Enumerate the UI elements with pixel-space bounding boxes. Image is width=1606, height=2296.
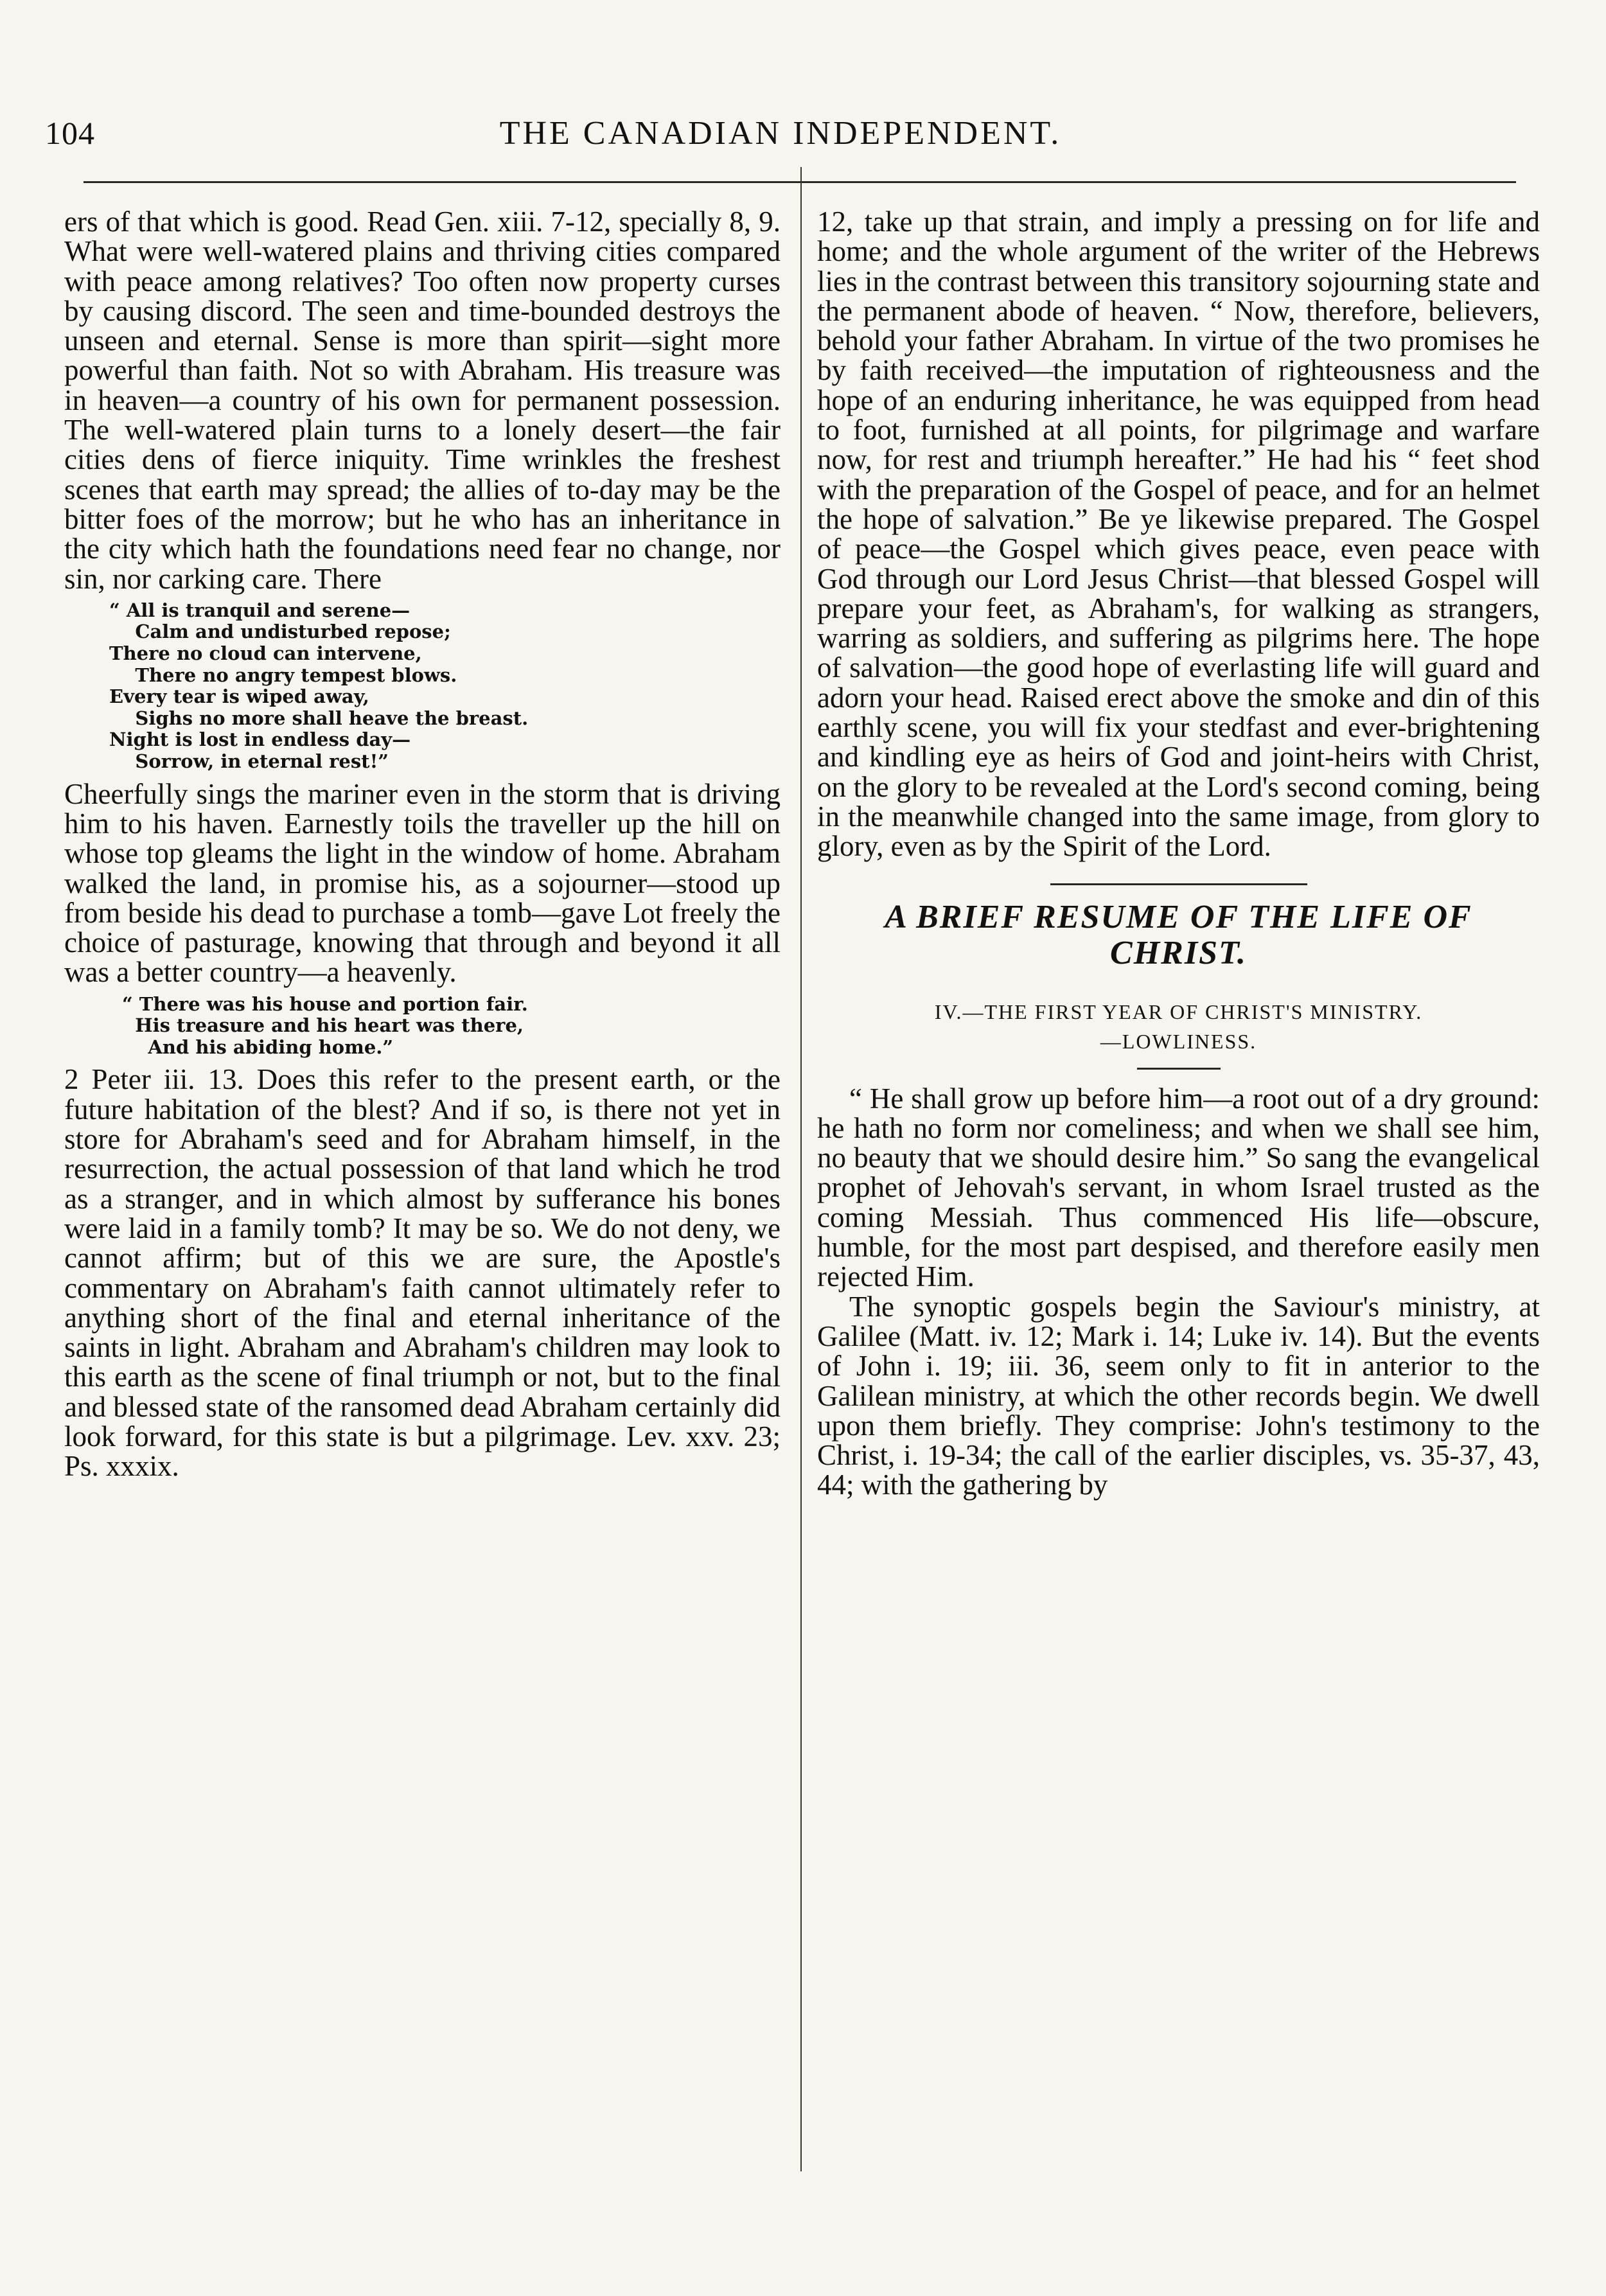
poem-line: Calm and undisturbed repose; [109, 621, 451, 643]
poem-line: Every tear is wiped away, [109, 685, 369, 708]
poem-line: Sighs no more shall heave the breast. [109, 707, 529, 729]
right-column [817, 207, 1540, 1500]
right-paragraph-3: The synoptic gospels begin the Saviour's ministry, at Galilee (Matt. iv. 12; Mark i. 14; Luke iv. 14). But the events of John i. 19; iii. 36, seem only to fit in anterior to the Galilean ministry, at which the other records begin. We dwell upon them briefly. They comprise: John's testimony to the Christ, i. 19-34; the call of the earlier disciples, vs. 35-37, 43, 44; with the gathering by [817, 1290, 1540, 1501]
section-rule [1137, 1068, 1221, 1070]
page-number: 104 [45, 115, 95, 151]
left-paragraph-3: 2 Peter iii. 13. Does this refer to the present earth, or the future habitation of the blest? And if so, is there not yet in store for Abraham's seed and for Abraham himself, in the resurrection, the actual possession of that land which he trod as a stranger, and in which almost by sufferance his bones were laid in a family tomb? It may be so. We do not deny, we cannot affirm; but of this we are sure, the Apostle's commentary on Abraham's faith cannot ultimately refer to anything short of the final and eternal inheritance of the saints in light. Abraham and Abraham's children may look to this earth as the scene of final triumph or not, but to the final and blessed state of the ransomed dead Abraham certainly did look forward, for this state is but a pilgrimage. Lev. xxv. 23; Ps. xxxix. [64, 1063, 781, 1483]
left-column [64, 207, 781, 1481]
left-paragraph-1: ers of that which is good. Read Gen. xiii. 7-12, specially 8, 9. What were well-watered plains and thriving cities compared with peace among relatives? Too often now property curses by causing discord. The seen and time-bounded destroys the unseen and eternal. Sense is more than spirit—sight more powerful than faith. Not so with Abraham. His treasure was in heaven—a country of his own for permanent possession. The well-watered plain turns to a lonely desert—the fair cities dens of fierce iniquity. Time wrinkles the freshest scenes that earth may spread; the allies of to-day may be the bitter foes of the morrow; but he who has an inheritance in the city which hath the foundations need fear no change, nor sin, nor carking care. There [64, 206, 781, 595]
poem-line: Night is lost in endless day— [109, 729, 411, 751]
article-rule [1050, 883, 1307, 885]
poem-line: His treasure and his heart was there, [122, 1014, 524, 1037]
poem-quote-2 [122, 994, 781, 1059]
section-heading [817, 997, 1540, 1056]
poem-line: There no angry tempest blows. [109, 664, 457, 686]
right-paragraph-1: 12, take up that strain, and imply a pressing on for life and home; and the whole argument of the writer of the Hebrews lies in the contrast between this transitory sojourning state and the permanent abode of heaven. “ Now, therefore, believers, behold your father Abraham. In virtue of the two promises he by faith received—the imputation of righteousness and the hope of an enduring inheritance, he was equipped from head to foot, furnished at all points, for pilgrimage and warfare now, for rest and triumph hereafter.” He had his “ feet shod with the preparation of the Gospel of peace, and for an helmet the hope of salvation.” Be ye likewise prepared. The Gospel of peace—the Gospel which gives peace, even peace with God through our Lord Jesus Christ—that blessed Gospel will prepare your feet, as Abraham's, for walking as strangers, warring as soldiers, and suffering as pilgrims here. The hope of salvation—the good hope of everlasting life will guard and adorn your head. Raised erect above the smoke and din of this earthly scene, you will fix your stedfast and ever-brightening and kindling eye as heirs of God and joint-heirs with Christ, on the glory to be revealed at the Lord's second coming, being in the meanwhile changed into the same image, from glory to glory, even as by the Spirit of the Lord. [817, 206, 1540, 863]
header-rule [84, 181, 1516, 183]
poem-line: Sorrow, in eternal rest!” [109, 750, 389, 773]
left-paragraph-2: Cheerfully sings the mariner even in the storm that is driving him to his haven. Earnestly toils the traveller up the hill on whose top gleams the light in the window of home. Abraham walked the land, in promise his, as a sojourner—stood up from beside his dead to purchase a tomb—gave Lot freely the choice of pasturage, knowing that through and beyond it all was a better country—a heavenly. [64, 777, 781, 989]
running-title: THE CANADIAN INDEPENDENT. [499, 115, 1062, 152]
poem-line: There no cloud can intervene, [109, 642, 422, 665]
right-paragraph-2: “ He shall grow up before him—a root out of a dry ground: he hath no form nor comeliness; and when we shall see him, no beauty that we should desire him.” So sang the evangelical prophet of Jehovah's servant, in whom Israel trusted as the coming Messiah. Thus commenced His life—obscure, humble, for the most part despised, and therefore easily men rejected Him. [817, 1082, 1540, 1293]
section-heading-line-2: —LOWLINESS. [1100, 1029, 1257, 1053]
section-heading-line-1: IV.—THE FIRST YEAR OF CHRIST'S MINISTRY. [934, 1000, 1423, 1023]
column-divider [800, 167, 802, 2171]
poem-line: “ There was his house and portion fair. [122, 993, 528, 1015]
article-title: A BRIEF RESUME OF THE LIFE OF CHRIST. [885, 898, 1472, 971]
poem-quote-1 [109, 600, 781, 773]
poem-line: “ All is tranquil and serene— [109, 599, 410, 621]
page-header [45, 114, 1516, 166]
poem-line: And his abiding home.” [122, 1036, 394, 1058]
